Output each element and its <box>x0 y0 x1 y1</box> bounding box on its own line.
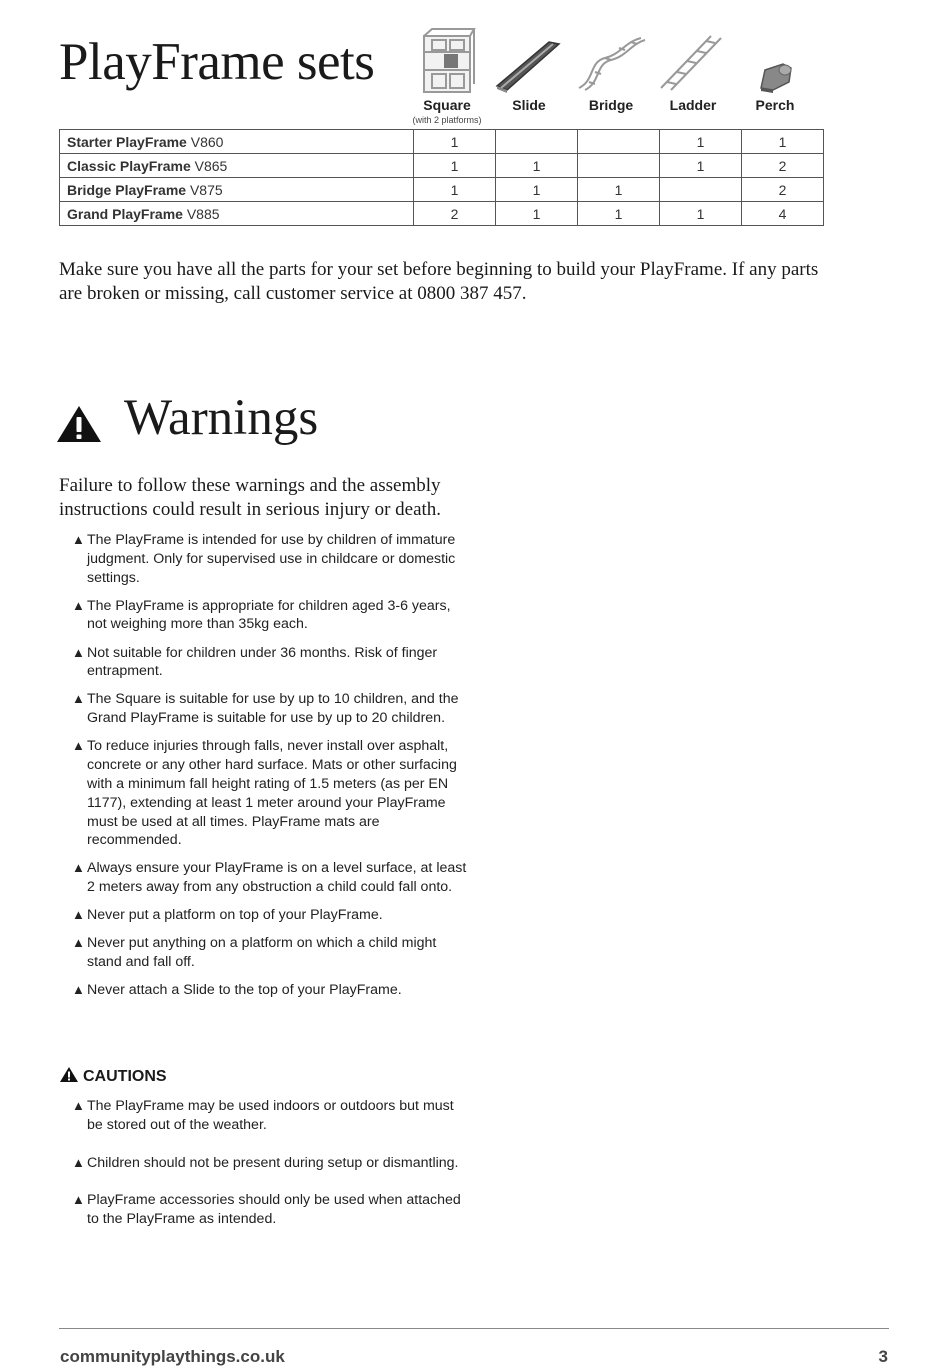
triangle-bullet-icon: ▲ <box>72 532 85 547</box>
set-name-cell <box>60 178 414 202</box>
cautions-heading <box>59 1066 167 1086</box>
triangle-bullet-icon: ▲ <box>72 1098 85 1113</box>
warnings-title: Warnings <box>124 390 319 446</box>
warning-text: Never attach a Slide to the top of your PlayFrame. <box>87 982 402 999</box>
part-label-perch: Perch <box>755 97 795 113</box>
warning-text: To reduce injuries through falls, never install over asphalt, concrete or any other hard surface. Mats or other surfacing with a minimum fall height rating of 1.5 meters (as per EN 1177), extending at least 1 meter around your PlayFrame must be used at all times. PlayFrame mats are recommended. <box>87 738 457 849</box>
list-item <box>72 934 472 972</box>
set-name: Classic PlayFrame <box>67 157 191 174</box>
count-cell <box>496 130 578 154</box>
count-cell: 1 <box>496 154 578 178</box>
table-row <box>60 178 824 202</box>
count-cell: 1 <box>414 178 496 202</box>
part-label-ladder: Ladder <box>669 97 717 113</box>
table-row <box>60 202 824 226</box>
list-item <box>72 906 472 925</box>
list-item <box>72 1154 472 1173</box>
page-title: PlayFrame sets <box>59 33 375 91</box>
count-cell: 1 <box>660 130 742 154</box>
count-cell: 2 <box>414 202 496 226</box>
count-cell: 1 <box>578 202 660 226</box>
caution-text: PlayFrame accessories should only be used when attached to the PlayFrame as intended. <box>87 1192 461 1228</box>
warning-text: The PlayFrame is appropriate for children aged 3-6 years, not weighing more than 35kg each. <box>87 597 451 633</box>
warnings-lead: Failure to follow these warnings and the assembly instructions could result in serious injury or death. <box>59 475 442 520</box>
part-sublabel-square: (with 2 platforms) <box>412 115 482 125</box>
triangle-bullet-icon: ▲ <box>72 982 85 998</box>
warning-text: Never put anything on a platform on which a child might stand and fall off. <box>87 935 437 971</box>
count-cell <box>578 154 660 178</box>
part-label-bridge: Bridge <box>588 97 634 113</box>
table-row <box>60 154 824 178</box>
caution-text: Children should not be present during setup or dismantling. <box>87 1154 459 1171</box>
count-cell: 1 <box>660 154 742 178</box>
part-header-ladder <box>652 20 734 113</box>
triangle-bullet-icon: ▲ <box>72 738 85 754</box>
part-header-bridge <box>570 20 652 113</box>
warning-icon <box>55 404 103 444</box>
count-cell <box>578 130 660 154</box>
count-cell: 1 <box>496 178 578 202</box>
set-name-cell <box>60 154 414 178</box>
warning-text: The Square is suitable for use by up to 10 children, and the Grand PlayFrame is suitable for use by up to 20 children. <box>87 691 459 727</box>
warning-text: The PlayFrame is intended for use by children of immature judgment. Only for supervised use in childcare or domestic settings. <box>87 532 456 586</box>
triangle-bullet-icon: ▲ <box>72 1192 85 1208</box>
warning-text: Not suitable for children under 36 months. Risk of finger entrapment. <box>87 644 438 680</box>
count-cell: 1 <box>414 130 496 154</box>
set-code: V875 <box>189 181 223 198</box>
set-name-cell <box>60 202 414 226</box>
set-name-cell <box>60 130 414 154</box>
perch-icon <box>755 60 795 94</box>
bridge-icon <box>575 32 647 94</box>
triangle-bullet-icon: ▲ <box>72 935 85 951</box>
set-code: V865 <box>194 157 228 174</box>
count-cell <box>660 178 742 202</box>
count-cell: 1 <box>742 130 824 154</box>
footer-website-link[interactable]: communityplaythings.co.uk <box>60 1347 285 1366</box>
set-name: Grand PlayFrame <box>67 205 183 222</box>
page-number: 3 <box>878 1347 888 1366</box>
cautions-list <box>72 1097 472 1248</box>
caution-icon <box>59 1066 79 1083</box>
triangle-bullet-icon: ▲ <box>72 860 85 876</box>
sets-table <box>59 129 824 226</box>
list-item <box>72 644 472 682</box>
list-item <box>72 597 472 635</box>
warnings-list <box>72 531 472 1009</box>
list-item <box>72 981 472 1000</box>
triangle-bullet-icon: ▲ <box>72 597 85 613</box>
list-item <box>72 1097 472 1135</box>
count-cell: 4 <box>742 202 824 226</box>
list-item <box>72 690 472 728</box>
list-item <box>72 859 472 897</box>
triangle-bullet-icon: ▲ <box>72 907 85 923</box>
slide-icon <box>493 34 565 94</box>
ladder-icon <box>657 32 729 94</box>
part-header-slide <box>488 20 570 113</box>
warning-text: Always ensure your PlayFrame is on a level surface, at least 2 meters away from any obstruction a child could fall onto. <box>87 860 467 896</box>
count-cell: 1 <box>496 202 578 226</box>
cautions-title: CAUTIONS <box>83 1068 167 1085</box>
part-label-slide: Slide <box>512 97 546 113</box>
square-frame-icon <box>418 26 476 94</box>
caution-text: The PlayFrame may be used indoors or outdoors but must be stored out of the weather. <box>87 1098 454 1133</box>
triangle-bullet-icon: ▲ <box>72 691 85 707</box>
list-item <box>72 1191 472 1229</box>
intro-paragraph: Make sure you have all the parts for your set before beginning to build your PlayFrame. If any parts are broken or missing, call customer service at 0800 387 457. <box>59 259 819 304</box>
warning-text: Never put a platform on top of your PlayFrame. <box>87 907 383 924</box>
set-code: V860 <box>190 133 224 150</box>
footer-divider <box>59 1328 889 1329</box>
count-cell: 1 <box>660 202 742 226</box>
count-cell: 1 <box>578 178 660 202</box>
list-item <box>72 531 472 587</box>
count-cell: 2 <box>742 178 824 202</box>
part-header-perch <box>734 20 816 113</box>
set-name: Bridge PlayFrame <box>67 181 187 198</box>
part-header-square <box>406 20 488 125</box>
table-row <box>60 130 824 154</box>
list-item <box>72 737 472 850</box>
part-label-square: Square <box>423 97 471 113</box>
triangle-bullet-icon: ▲ <box>72 1154 85 1170</box>
set-name: Starter PlayFrame <box>67 133 187 150</box>
set-code: V885 <box>186 205 220 222</box>
count-cell: 2 <box>742 154 824 178</box>
count-cell: 1 <box>414 154 496 178</box>
triangle-bullet-icon: ▲ <box>72 644 85 660</box>
